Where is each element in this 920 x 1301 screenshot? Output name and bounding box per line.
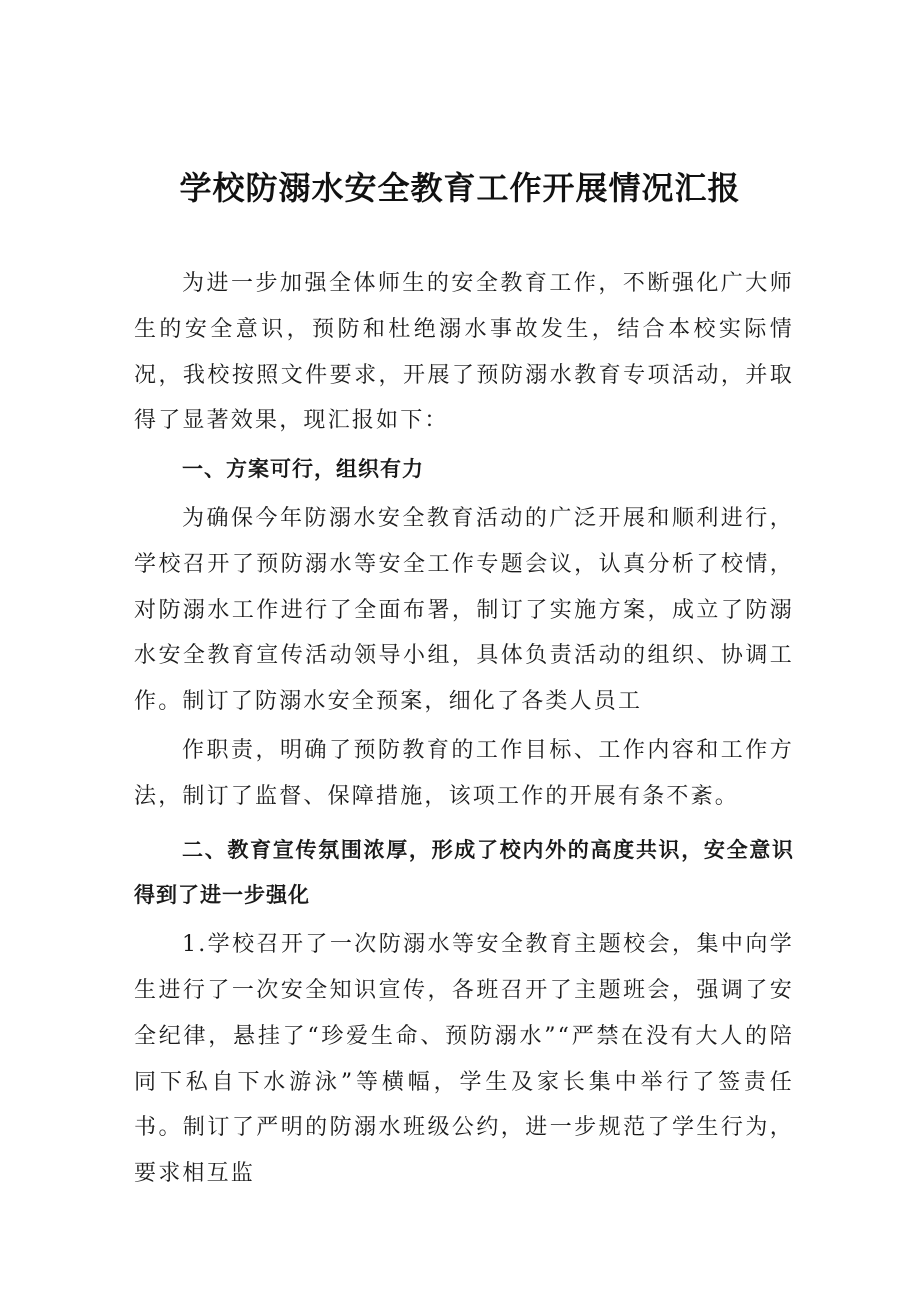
section-2-paragraph-1: 1.学校召开了一次防溺水等安全教育主题校会，集中向学生进行了一次安全知识宣传，各班召开了主题班会，强调了安全纪律，悬挂了“珍爱生命、预防溺水”“严禁在没有大人的陪同下私自下水游泳”等横幅，学生及家长集中举行了签责任书。制订了严明的防溺水班级公约，进一步规范了学生行为，要求相互监	[134, 932, 794, 1187]
section-1-paragraph-2: 作职责，明确了预防教育的工作目标、工作内容和工作方法，制订了监督、保障措施，该项工作的开展有条不紊。	[134, 737, 794, 809]
document-title: 学校防溺水安全教育工作开展情况汇报	[179, 169, 741, 207]
section-1-paragraph-1: 为确保今年防溺水安全教育活动的广泛开展和顺利进行，学校召开了预防溺水等安全工作专题会议，认真分析了校情，对防溺水工作进行了全面布署，制订了实施方案，成立了防溺水安全教育宣传活动领导小组，具体负责活动的组织、协调工作。制订了防溺水安全预案，细化了各类人员工	[134, 505, 794, 715]
intro-paragraph: 为进一步加强全体师生的安全教育工作，不断强化广大师生的安全意识，预防和杜绝溺水事故发生，结合本校实际情况，我校按照文件要求，开展了预防溺水教育专项活动，并取得了显著效果，现汇报如下：	[134, 271, 794, 434]
section-1-heading: 一、方案可行，组织有力	[182, 457, 424, 482]
document-body	[134, 261, 794, 1197]
spacer	[134, 820, 794, 828]
section-2-heading: 二、教育宣传氛围浓厚，形成了校内外的高度共识，安全意识得到了进一步强化	[134, 837, 794, 908]
